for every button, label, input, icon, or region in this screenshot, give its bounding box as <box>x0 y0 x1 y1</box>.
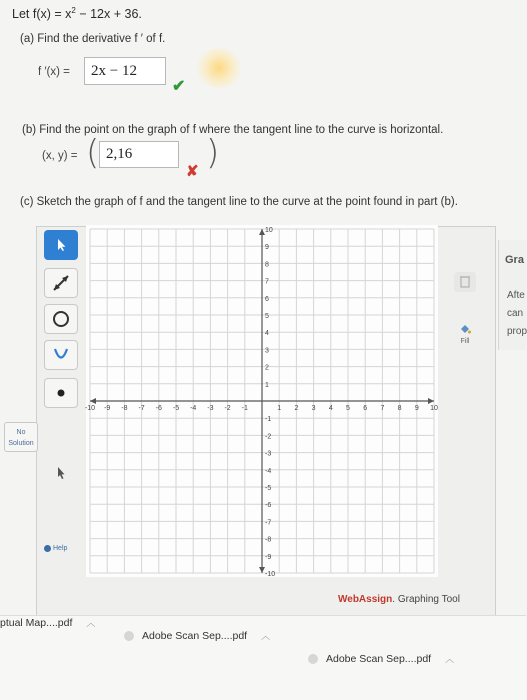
y-tick-label: 3 <box>265 347 269 355</box>
x-tick-label: 5 <box>346 405 350 412</box>
downloads-bar <box>0 615 526 700</box>
undo-arrow-button[interactable] <box>44 458 78 488</box>
graph-toolbar <box>40 230 86 560</box>
x-tick-label: -1 <box>241 405 248 412</box>
x-tick-label: -10 <box>84 405 96 412</box>
y-tick-label: 2 <box>265 364 269 372</box>
x-axis-arrow-right <box>428 398 434 404</box>
y-tick-label: -6 <box>265 502 272 510</box>
x-tick-label: 4 <box>328 405 333 412</box>
fill-label: Fill <box>460 338 470 345</box>
y-tick-label: -7 <box>265 519 272 527</box>
fill-bucket-icon <box>458 322 472 336</box>
y-tick-label: -10 <box>265 571 276 578</box>
y-tick-label: -5 <box>265 485 272 492</box>
x-tick-label: -5 <box>172 405 180 412</box>
line-tool-button[interactable] <box>44 268 78 298</box>
y-tick-label: -3 <box>265 450 272 458</box>
help-link[interactable] <box>44 545 67 552</box>
trash-icon <box>454 272 476 292</box>
x-tick-label: -7 <box>138 405 145 412</box>
problem-statement <box>12 6 142 21</box>
open-paren: ( <box>86 133 100 173</box>
x-tick-label: 9 <box>414 405 419 412</box>
part-c-question: (c) Sketch the graph of f and the tangent line to the curve at the point found in part (b). <box>20 196 458 208</box>
y-tick-label: 6 <box>265 295 269 303</box>
x-tick-label: 6 <box>363 405 368 412</box>
download-filename: ptual Map....pdf <box>0 617 73 629</box>
part-a-answer-input[interactable] <box>84 57 166 85</box>
webassign-logo <box>338 594 460 605</box>
delete-button[interactable] <box>454 272 476 292</box>
x-tick-label: -3 <box>207 405 214 412</box>
line-icon <box>50 272 72 294</box>
y-tick-label: 10 <box>265 227 273 234</box>
x-tick-label: -8 <box>121 405 128 412</box>
x-tick-label: -9 <box>104 405 111 412</box>
y-tick-label: 4 <box>265 330 269 338</box>
download-item[interactable] <box>124 629 270 642</box>
point-icon <box>56 388 66 398</box>
webassign-suffix: . Graphing Tool <box>392 594 460 605</box>
y-tick-label: 7 <box>265 278 269 286</box>
part-b-answer-value: 2,16 <box>106 146 133 162</box>
no-solution-line1: No <box>16 429 26 436</box>
no-solution-button[interactable] <box>4 422 38 452</box>
circle-icon <box>51 309 71 329</box>
pointer-icon <box>55 466 67 480</box>
part-b-answer-input[interactable] <box>99 141 179 168</box>
point-tool-button[interactable] <box>44 378 78 408</box>
webassign-brand: WebAssign <box>338 594 393 605</box>
download-filename: Adobe Scan Sep....pdf <box>326 653 432 665</box>
x-tick-label: 7 <box>380 405 385 412</box>
arrow-pointer-icon <box>54 238 68 252</box>
x-tick-label: -2 <box>224 405 231 412</box>
parabola-tool-button[interactable] <box>44 340 78 370</box>
y-tick-label: -4 <box>265 467 272 475</box>
y-tick-label: 9 <box>265 244 269 252</box>
problem-prefix: Let f(x) = x <box>12 7 72 22</box>
pdf-icon <box>124 631 134 641</box>
chevron-up-icon[interactable]: ︿ <box>261 631 271 641</box>
help-label: Help <box>53 545 68 552</box>
part-b-question: (b) Find the point on the graph of f where the tangent line to the curve is horizontal. <box>22 124 444 136</box>
x-axis-arrow-left <box>90 398 96 404</box>
x-tick-label: 10 <box>430 405 438 412</box>
y-tick-label: -2 <box>265 433 272 441</box>
problem-suffix: − 12x + 36. <box>75 7 142 22</box>
download-filename: Adobe Scan Sep....pdf <box>142 630 248 642</box>
parabola-icon <box>50 344 72 366</box>
chevron-up-icon[interactable]: ︿ <box>86 618 96 628</box>
side-panel-line1: Afte <box>507 290 525 301</box>
y-tick-label: 1 <box>265 381 269 389</box>
graph-canvas[interactable] <box>86 225 438 577</box>
side-panel-line2: can <box>507 308 524 319</box>
side-panel-line3: prop <box>507 326 527 337</box>
right-toolbar <box>448 236 496 366</box>
coordinate-grid[interactable] <box>86 225 438 577</box>
download-item[interactable] <box>0 616 95 629</box>
no-solution-line2: Solution <box>8 440 34 447</box>
part-a-answer-value: 2x − 12 <box>91 62 137 79</box>
pdf-icon <box>308 654 318 664</box>
download-item[interactable] <box>308 652 454 665</box>
select-tool-button[interactable] <box>44 230 78 260</box>
fill-button[interactable] <box>450 322 480 345</box>
y-tick-label: 5 <box>265 313 269 320</box>
y-tick-label: -9 <box>265 553 272 561</box>
x-tick-label: -4 <box>190 405 197 412</box>
x-tick-label: 2 <box>294 405 299 412</box>
part-b-label: (x, y) = <box>42 150 78 162</box>
side-panel-title: Gra <box>505 254 524 266</box>
x-tick-label: -6 <box>155 405 162 412</box>
part-a-label: f ′(x) = <box>38 66 70 78</box>
chevron-up-icon[interactable]: ︿ <box>445 654 455 664</box>
circle-tool-button[interactable] <box>44 304 78 334</box>
problem-exponent: 2 <box>71 6 76 15</box>
x-tick-label: 8 <box>397 405 402 412</box>
x-tick-label: 1 <box>277 405 282 412</box>
graph-instructions-panel <box>498 240 526 350</box>
x-tick-label: 3 <box>311 405 316 412</box>
help-icon <box>44 545 51 552</box>
close-paren: ) <box>206 133 220 173</box>
check-icon: ✔ <box>172 78 186 95</box>
y-tick-label: 8 <box>265 261 269 269</box>
y-tick-label: -8 <box>265 536 272 544</box>
part-a-question: (a) Find the derivative f ′ of f. <box>20 33 166 45</box>
cross-icon: ✘ <box>186 163 199 180</box>
y-tick-label: -1 <box>265 416 272 424</box>
screen-glare <box>196 48 242 88</box>
